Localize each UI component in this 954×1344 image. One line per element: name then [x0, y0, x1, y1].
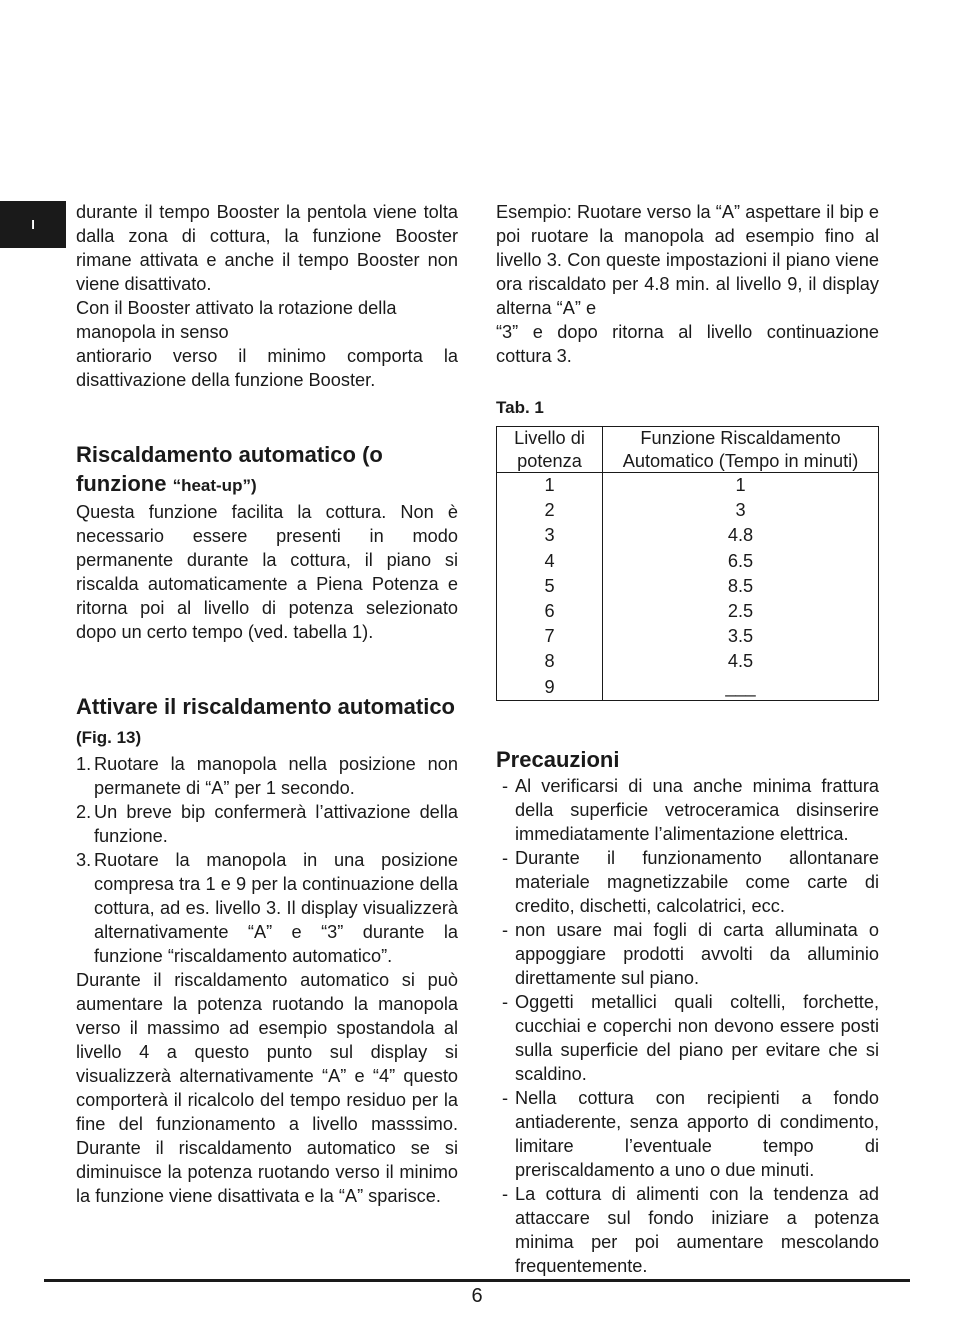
- example-paragraph: Esempio: Ruotare verso la “A” aspettare il bip e poi ruotare la manopola ad esempio fino al livello 3. Con queste impostazioni il piano viene ora riscaldato per 4.8 min. al livello 9, il display alterna “A” e: [496, 202, 879, 318]
- table-row: [497, 523, 879, 548]
- heat-up-description: Questa funzione facilita la cottura. Non è necessario essere presenti in modo permanente durante la cottura, il piano si riscalda automaticamente a Piena Potenza e ritorna poi al livello di potenza selezionato dopo un certo tempo (ved. tabella 1).: [76, 502, 458, 642]
- intro-paragraph: durante il tempo Booster la pentola viene tolta dalla zona di cottura, la funzione Booster rimane attivata e anche il tempo Booster non viene disattivato.: [76, 202, 458, 294]
- table-cell-level: 2: [497, 498, 603, 523]
- table-row: [497, 675, 879, 701]
- precaution-item: [496, 918, 879, 990]
- example-paragraph: “3” e dopo ritorna al livello continuazione cottura 3.: [496, 322, 879, 366]
- intro-paragraph: antiorario verso il minimo comporta la disattivazione della funzione Booster.: [76, 346, 458, 390]
- step-item: [76, 752, 458, 800]
- precaution-text: Durante il funzionamento allontanare materiale magnetizzabile come carte di credito, dischetti, calcolatrici, ecc.: [515, 847, 879, 916]
- precaution-text: Oggetti metallici quali coltelli, forchette, cucchiai e coperchi non devono essere posti sulla superficie del piano per evitare che si scaldino.: [515, 991, 879, 1084]
- step-item: [76, 800, 458, 848]
- precaution-item: [496, 774, 879, 846]
- footer-rule: [44, 1279, 910, 1282]
- table-cell-level: 8: [497, 649, 603, 674]
- precaution-item: [496, 846, 879, 918]
- heading-heat-up-sub: “heat-up”): [172, 476, 257, 495]
- table-header-row: [497, 427, 879, 473]
- dash-bullet: -: [502, 847, 509, 868]
- table-cell-time: 4.5: [727, 651, 754, 672]
- activation-steps: [76, 752, 458, 968]
- table-cell-level: 4: [497, 549, 603, 574]
- heat-up-table: [496, 426, 879, 701]
- language-tab: I: [0, 201, 66, 248]
- dash-bullet: -: [502, 1087, 509, 1108]
- precaution-text: Al verificarsi di una anche minima frattura della superficie vetroceramica disinserire immediatamente l’alimentazione elettrica.: [515, 775, 879, 844]
- heading-precautions: Precauzioni: [496, 746, 620, 772]
- step-text: Un breve bip confermerà l’attivazione della funzione.: [94, 802, 458, 846]
- step-number: 2.: [76, 802, 92, 822]
- dash-bullet: -: [502, 775, 509, 796]
- table-row: [497, 624, 879, 649]
- step-number: 3.: [76, 850, 92, 870]
- precautions-list: [496, 774, 879, 1278]
- table-cell-time: 8.5: [727, 575, 754, 596]
- table-header-level: Livello di potenza: [497, 427, 603, 473]
- table-cell-time: 1: [735, 475, 746, 495]
- table-cell-level: 9: [497, 675, 603, 701]
- table-row: [497, 649, 879, 674]
- right-column: [496, 200, 879, 1278]
- heading-activate-figref: (Fig. 13): [76, 728, 142, 747]
- table-cell-level: 6: [497, 599, 603, 624]
- table-row: [497, 473, 879, 499]
- precaution-text: non usare mai fogli di carta alluminata o appoggiare prodotti avvolti da alluminio direttamente sul piano.: [515, 919, 879, 988]
- table-header-function: Funzione Riscaldamento Automatico (Tempo in minuti): [603, 427, 879, 473]
- closing-paragraph: Durante il riscaldamento automatico si può aumentare la potenza ruotando la manopola verso il massimo ad esempio spostandola al livello 4 a questo punto sul display si visualizzerà alternativamente “A” e “4” questo comporterà il ricalcolo del tempo residuo per la fine del funzionamento a livello masssimo. Durante il riscaldamento automatico se si diminuisce la potenza ruotando verso il minimo la funzione viene disattivata e la “A” sparisce.: [76, 970, 458, 1206]
- precaution-item: [496, 1086, 879, 1182]
- table-row: [497, 574, 879, 599]
- table-cell-time: 6.5: [727, 550, 754, 571]
- left-column: [76, 200, 458, 1208]
- table-label: Tab. 1: [496, 398, 544, 417]
- dash-bullet: -: [502, 1183, 509, 1204]
- table-cell-time: 3: [735, 500, 746, 521]
- page-number: 6: [471, 1285, 483, 1307]
- precaution-text: Nella cottura con recipienti a fondo antiaderente, senza apporto di condimento, limitare l’eventuale tempo di preriscaldamento a uno o due minuti.: [515, 1087, 879, 1180]
- table-cell-level: 5: [497, 574, 603, 599]
- precaution-item: [496, 990, 879, 1086]
- table-cell-time: ___: [725, 676, 756, 697]
- table-cell-level: 7: [497, 624, 603, 649]
- table-cell-time: 2.5: [727, 601, 754, 622]
- heading-activate-main: Attivare il riscaldamento automatico: [76, 694, 455, 719]
- table-row: [497, 599, 879, 624]
- precaution-item: [496, 1182, 879, 1278]
- table-cell-time: 4.8: [727, 525, 754, 546]
- table-cell-level: 3: [497, 523, 603, 548]
- heading-heat-up: [76, 440, 458, 500]
- table-body: [497, 473, 879, 701]
- step-text: Ruotare la manopola in una posizione compresa tra 1 e 9 per la continuazione della cottura, ad es. livello 3. Il display visualizzerà alternativamente “A” e “3” durante la funzione “riscaldamento automatico”.: [94, 850, 458, 966]
- heading-heat-up-main: Riscaldamento automatico (o funzione: [76, 442, 383, 496]
- table-cell-time: 3.5: [727, 626, 754, 647]
- step-item: [76, 848, 458, 968]
- dash-bullet: -: [502, 991, 509, 1012]
- step-text: Ruotare la manopola nella posizione non permanete di “A” per 1 secondo.: [94, 754, 458, 798]
- step-number: 1.: [76, 754, 92, 774]
- heading-activate: [76, 692, 458, 752]
- dash-bullet: -: [502, 919, 509, 940]
- precaution-text: La cottura di alimenti con la tendenza ad attaccare sul fondo iniziare a potenza minima per poi aumentare mescolando frequentemente.: [515, 1183, 879, 1276]
- table-cell-level: 1: [497, 473, 603, 499]
- table-row: [497, 498, 879, 523]
- table-row: [497, 549, 879, 574]
- intro-paragraph: Con il Booster attivato la rotazione della manopola in senso: [76, 298, 397, 342]
